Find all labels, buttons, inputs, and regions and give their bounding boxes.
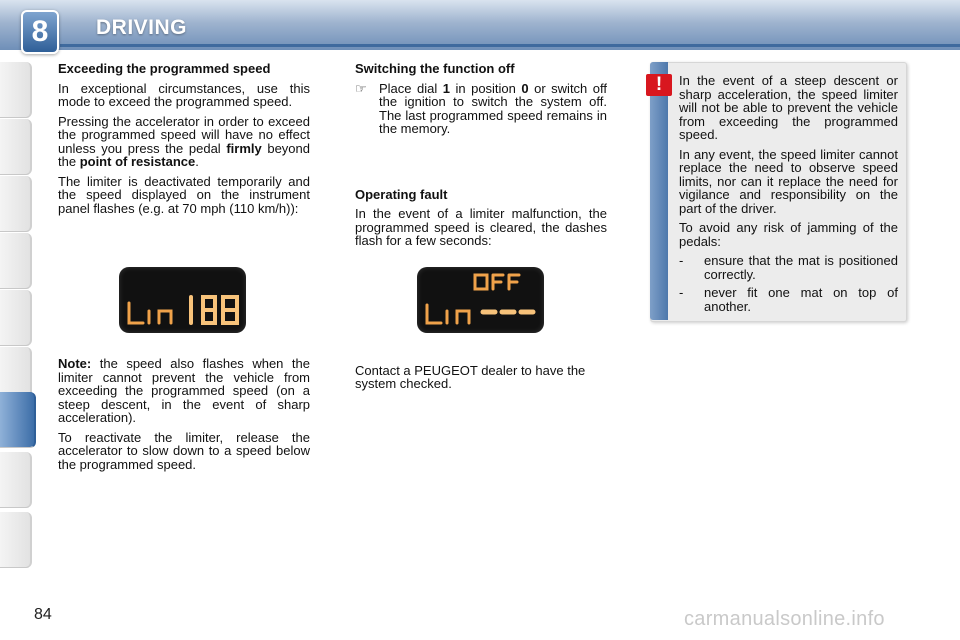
section-heading: Operating fault (355, 186, 448, 202)
chapter-tab[interactable] (0, 290, 32, 346)
paragraph: In any event, the speed limiter cannot replace the need to observe speed limits, nor can it replace the need for vigilance and responsibility on the part of the driver. (679, 146, 898, 216)
paragraph: In the event of a limiter malfunction, the programmed speed is cleared, the dashes flash for a few seconds: (355, 206, 607, 248)
text-run: in position (449, 80, 522, 96)
bold-text: firmly (226, 140, 262, 156)
pointing-hand-icon: ☞ (355, 80, 367, 96)
chapter-tab[interactable] (0, 512, 32, 568)
paragraph (58, 115, 310, 169)
warning-panel-stripe (650, 62, 668, 320)
paragraph: In the event of a steep descent or sharp acceleration, the speed limiter will not be able to prevent the vehicle from exceeding the programmed speed. (679, 73, 898, 142)
list-item-text: never fit one mat on top of another. (704, 285, 898, 314)
chapter-tab[interactable] (0, 176, 32, 232)
list-item (679, 286, 898, 313)
chapter-tab-active[interactable] (0, 392, 36, 448)
text-run: the speed also flashes when the limiter cannot prevent the vehicle from exceeding the programmed speed (on a steep descent, in the event of sharp acceleration). (58, 356, 310, 425)
page-number: 84 (34, 606, 52, 623)
column-switching-off (355, 62, 607, 397)
bold-text: point of resistance (79, 154, 196, 169)
bold-text: 0 (521, 80, 529, 96)
list-item (679, 254, 898, 281)
text-run: beyond the (58, 140, 310, 169)
display-segments (119, 267, 246, 333)
header-rule (60, 44, 960, 47)
exclamation-warning-icon: ! (646, 74, 672, 96)
chapter-tab[interactable] (0, 233, 32, 289)
dash-bullet: - (679, 285, 684, 300)
text-run: Pressing the accelerator in order to exceed the programmed speed will have no effect unless you press the pedal (58, 113, 310, 156)
limiter-fault-display (417, 267, 544, 333)
chapter-number-badge: 8 (21, 10, 59, 54)
text-run: or switch off the ignition to switch the system off. The last programmed speed remains in the memory. (379, 80, 607, 136)
note-paragraph (58, 357, 310, 425)
warning-text (679, 74, 898, 318)
paragraph: To avoid any risk of jamming of the pedals: (679, 220, 898, 249)
note-label: Note: (58, 356, 92, 371)
spacer (355, 136, 607, 188)
watermark: carmanualsonline.info (684, 608, 885, 630)
instruction-bullet (355, 82, 607, 136)
section-heading: Switching the function off (355, 61, 515, 76)
text-run: . (195, 154, 199, 169)
chapter-tab[interactable] (0, 452, 32, 508)
chapter-tab[interactable] (0, 119, 32, 175)
list-item-text: ensure that the mat is positioned correctly. (704, 253, 898, 282)
dash-bullet: - (679, 253, 684, 268)
paragraph: To reactivate the limiter, release the accelerator to slow down to a speed below the programmed speed. (58, 429, 310, 472)
bold-text: 1 (442, 80, 450, 96)
section-heading: Exceeding the programmed speed (58, 61, 271, 76)
chapter-tab-rail (0, 62, 34, 577)
paragraph: In exceptional circumstances, use this mode to exceed the programmed speed. (58, 80, 310, 109)
paragraph: Contact a PEUGEOT dealer to have the system checked. (355, 362, 586, 391)
bullet-text (379, 82, 607, 136)
page-title: DRIVING (96, 16, 188, 39)
speed-display-flashing (119, 267, 246, 333)
chapter-tab[interactable] (0, 62, 32, 118)
display-segments (417, 267, 544, 333)
paragraph: The limiter is deactivated temporarily and the speed displayed on the instrument panel flashes (e.g. at 70 mph (110 km/h)): (58, 173, 310, 216)
text-run: Place dial (379, 80, 443, 96)
